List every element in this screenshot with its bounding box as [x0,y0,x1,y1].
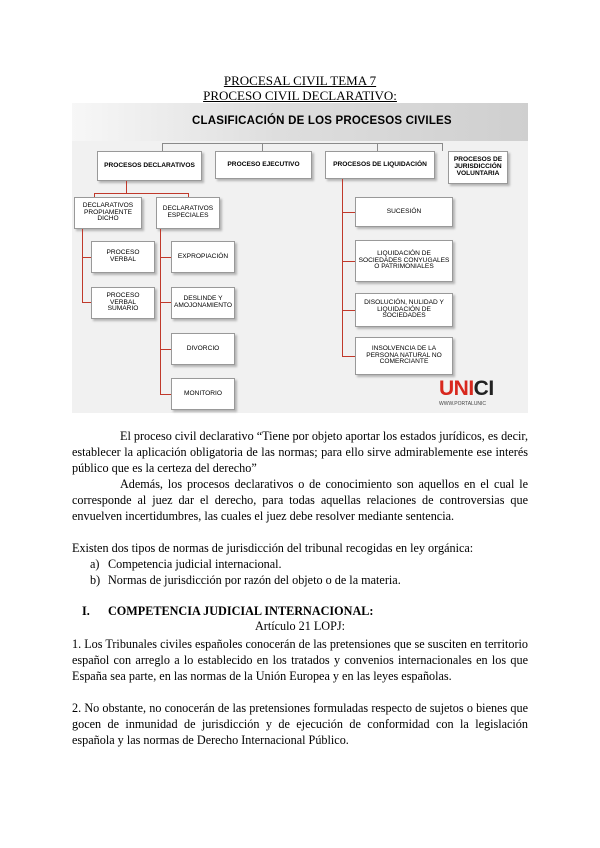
box-proceso-ejecutivo: PROCESO EJECUTIVO [215,151,312,179]
connector-line [162,143,163,151]
box-liquidacion-sociedades-conyugales: LIQUIDACIÓN DE SOCIEDADES CONYUGALES O PATRIMONIALES [355,240,453,282]
box-procesos-declarativos: PROCESOS DECLARATIVOS [97,151,202,181]
list-item-a: Competencia judicial internacional. [108,557,282,571]
connector-line [126,181,127,193]
connector-line [160,257,171,258]
list-marker-b: b) [90,573,101,587]
unici-logo [439,377,494,401]
section-title: COMPETENCIA JUDICIAL INTERNACIONAL: [108,604,374,618]
paragraph-5: 2. No obstante, no conocerán de las pretensiones formuladas respecto de sujetos o bienes que gocen de inmunidad de jurisdicción y de ejecución de conformidad con la legislación española y las normas de Derecho Internacional Público. [72,701,528,747]
box-monitorio: MONITORIO [171,378,235,410]
connector-line [160,349,171,350]
connector-line [442,143,443,151]
box-deslinde: DESLINDE Y AMOJONAMIENTO [171,287,235,319]
box-sucesion: SUCESIÓN [355,197,453,227]
box-procesos-liquidacion: PROCESOS DE LIQUIDACIÓN [325,151,435,179]
paragraph-1: El proceso civil declarativo “Tiene por objeto aportar los estados jurídicos, es decir, establecer la aplicación obligatoria de las normas; para ello sirve admirablemente ese interés público que es la certeza del derecho” [72,429,528,475]
box-expropiacion: EXPROPIACIÓN [171,241,235,273]
section-number: I. [82,604,90,618]
document-title: PROCESAL CIVIL TEMA 7 [223,73,377,88]
paragraph-4: 1. Los Tribunales civiles españoles conocerán de las pretensiones que se susciten en territorio español con arreglo a lo establecido en los tratados y convenios internacionales en los que España sea parte, en las normas de la Unión Europea y en las leyes españolas. [72,637,528,683]
connector-line [82,229,83,303]
connector-line [160,229,161,395]
paragraph-2: Además, los procesos declarativos o de conocimiento son aquellos en el cual le corresponde al juez dar el derecho, para todas aquellas relaciones de controversias que envuelven incertidumbres, las cuales el juez debe resolver mediante sentencia. [72,477,528,523]
connector-line [342,356,355,357]
connector-line [377,143,378,151]
box-divorcio: DIVORCIO [171,333,235,365]
article-heading: Artículo 21 LOPJ: [254,619,346,633]
connector-line [342,310,355,311]
connector-line [94,193,189,194]
list-marker-a: a) [90,557,100,571]
logo-dark-text: CI [473,377,494,400]
connector-line [342,261,355,262]
box-declarativos-propiamente: DECLARATIVOS PROPIAMENTE DICHO [74,197,142,229]
logo-red-text: UNI [439,377,474,400]
logo-url: WWW.PORTALUNIC [439,401,487,407]
connector-line [82,302,91,303]
box-disolucion-sociedades: DISOLUCIÓN, NULIDAD Y LIQUIDACIÓN DE SOCIEDADES [355,293,453,327]
document-subtitle: PROCESO CIVIL DECLARATIVO: [203,88,397,103]
box-insolvencia: INSOLVENCIA DE LA PERSONA NATURAL NO COMERCIANTE [355,337,453,375]
diagram-title: CLASIFICACIÓN DE LOS PROCESOS CIVILES [192,115,452,127]
connector-line [160,394,171,395]
classification-diagram [72,103,528,413]
connector-line [160,302,171,303]
paragraph-3: Existen dos tipos de normas de jurisdicción del tribunal recogidas en ley orgánica: [72,541,474,555]
connector-line [162,143,442,144]
connector-line [342,212,355,213]
box-declarativos-especiales: DECLARATIVOS ESPECIALES [156,197,220,229]
connector-line [342,179,343,357]
box-proceso-verbal-sumario: PROCESO VERBAL SUMARIO [91,287,155,319]
connector-line [82,257,91,258]
box-proceso-verbal: PROCESO VERBAL [91,241,155,273]
list-item-b: Normas de jurisdicción por razón del objeto o de la materia. [108,573,401,587]
connector-line [262,143,263,151]
box-jurisdiccion-voluntaria: PROCESOS DE JURISDICCIÓN VOLUNTARIA [448,151,508,184]
